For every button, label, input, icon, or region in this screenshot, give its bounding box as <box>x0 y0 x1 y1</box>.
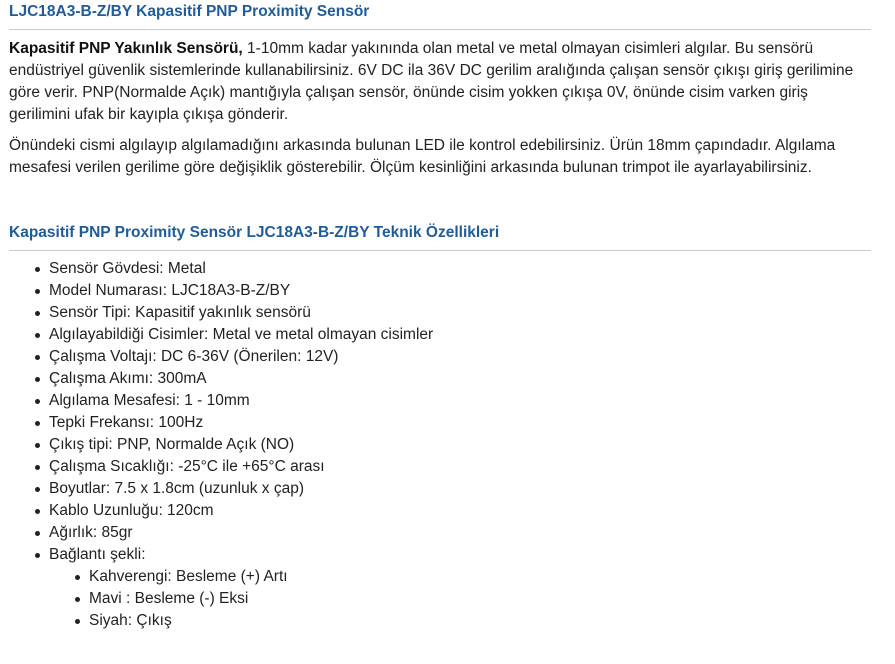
spec-item-temperature: Çalışma Sıcaklığı: -25°C ile +65°C arası <box>49 456 433 478</box>
specs-list <box>9 258 433 632</box>
spec-item-frequency: Tepki Frekansı: 100Hz <box>49 412 433 434</box>
spec-item-type: Sensör Tipi: Kapasitif yakınlık sensörü <box>49 302 433 324</box>
intro-paragraph <box>9 38 871 126</box>
intro-lead-bold: Kapasitif PNP Yakınlık Sensörü, <box>9 40 243 57</box>
connection-label: Bağlantı şekli: <box>49 546 146 563</box>
spec-item-body: Sensör Gövdesi: Metal <box>49 258 433 280</box>
intro-lead-text: 1-10mm kadar yakınında olan metal ve metal olmayan cisimleri algılar. Bu sensörü endüstriyel güvenlik sistemlerinde kullanabilirsiniz. 6V DC ila 36V DC gerilim aralığında çalışan sensör çıkışı giriş gerilimine göre verir. PNP(Normalde Açık) mantığıyla çalışan sensör, önünde cisim yokken çıkışa 0V, önünde cisim varken giriş gerilimini ufak bir kayıpla çıkışa gönderir. <box>9 40 854 123</box>
spec-item-weight: Ağırlık: 85gr <box>49 522 433 544</box>
spec-item-distance: Algılama Mesafesi: 1 - 10mm <box>49 390 433 412</box>
spec-item-model: Model Numarası: LJC18A3-B-Z/BY <box>49 280 433 302</box>
spec-item-connection <box>49 544 433 632</box>
spec-item-detectable: Algılayabildiği Cisimler: Metal ve metal olmayan cisimler <box>49 324 433 346</box>
spec-item-voltage: Çalışma Voltajı: DC 6-36V (Önerilen: 12V) <box>49 346 433 368</box>
spec-item-output: Çıkış tipi: PNP, Normalde Açık (NO) <box>49 434 433 456</box>
spec-item-current: Çalışma Akımı: 300mA <box>49 368 433 390</box>
specs-title: Kapasitif PNP Proximity Sensör LJC18A3-B-Z/BY Teknik Özellikleri <box>9 224 871 251</box>
product-title: LJC18A3-B-Z/BY Kapasitif PNP Proximity Sensör <box>9 3 871 30</box>
spec-item-cable: Kablo Uzunluğu: 120cm <box>49 500 433 522</box>
connection-list <box>49 566 433 632</box>
led-paragraph: Önündeki cismi algılayıp algılamadığını arkasında bulunan LED ile kontrol edebilirsiniz. Ürün 18mm çapındadır. Algılama mesafesi verilen gerilime göre değişiklik gösterebilir. Ölçüm kesinliğini arkasında bulunan trimpot ile ayarlayabilirsiniz. <box>9 137 836 176</box>
connection-brown: Kahverengi: Besleme (+) Artı <box>89 566 433 588</box>
connection-blue: Mavi : Besleme (-) Eksi <box>89 588 433 610</box>
spec-item-dimensions: Boyutlar: 7.5 x 1.8cm (uzunluk x çap) <box>49 478 433 500</box>
connection-black: Siyah: Çıkış <box>89 610 433 632</box>
